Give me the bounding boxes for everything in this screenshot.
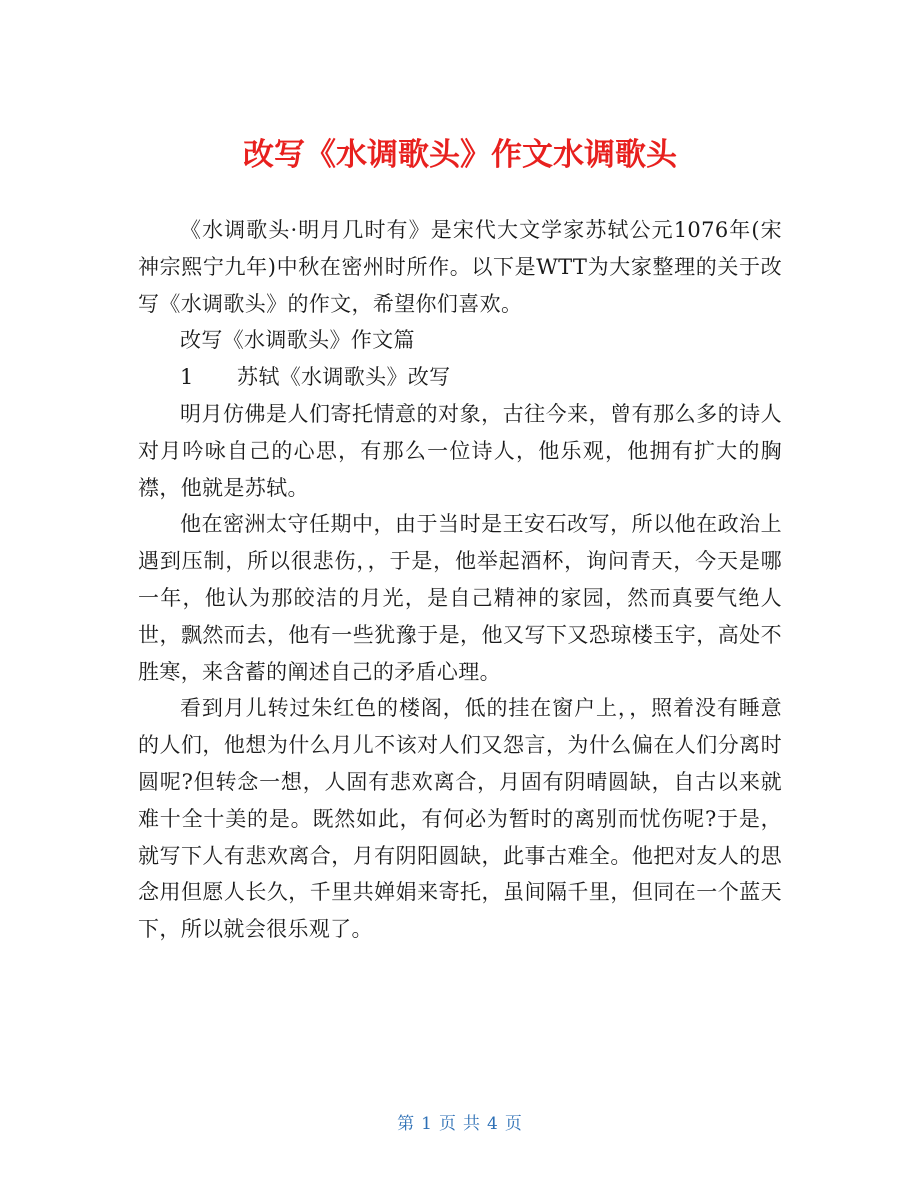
paragraph-official: 他在密洲太守任期中，由于当时是王安石改写，所以他在政治上遇到压制，所以很悲伤，，于是，他举起酒杯，询问青天，今天是哪一年，他认为那皎洁的月光，是自己精神的家园，然而真要气绝人世，飘然而去，他有一些犹豫于是，他又写下又恐琼楼玉宇，高处不胜寒，来含蓄的阐述自己的矛盾心理。 [138,512,782,684]
paragraph-section-heading: 改写《水调歌头》作文篇 [180,328,415,353]
paragraph-reflection: 看到月儿转过朱红色的楼阁，低的挂在窗户上，，照着没有睡意的人们，他想为什么月儿不该对人们又怨言，为什么偏在人们分离时圆呢?但转念一想，人固有悲欢离合，月固有阴晴圆缺，自古以来就难十全十美的是。既然如此，有何必为暂时的离别而忧伤呢?于是，就写下人有悲欢离合，月有阴阳圆缺，此事古难全。他把对友人的思念用但愿人长久，千里共婵娟来寄托，虽间隔千里，但同在一个蓝天下，所以就会很乐观了。 [138,696,782,942]
footer-page-number: 1 [421,1114,433,1134]
numbered-item [138,359,782,396]
item-text: 苏轼《水调歌头》改写 [237,365,451,390]
footer-total-label: 共 [463,1114,481,1134]
paragraph-moon: 明月仿佛是人们寄托情意的对象，古往今来，曾有那么多的诗人对月吟咏自己的心思，有那么一位诗人，他乐观，他拥有扩大的胸襟，他就是苏轼。 [138,401,782,500]
document-title: 改写《水调歌头》作文水调歌头 [243,136,677,173]
paragraph-intro: 《水调歌头·明月几时有》是宋代大文学家苏轼公元1076年(宋神宗熙宁九年)中秋在密州时所作。以下是WTT为大家整理的关于改写《水调歌头》的作文，希望你们喜欢。 [138,218,782,316]
footer-prefix: 第 [397,1114,416,1134]
footer-suffix: 页 [504,1114,523,1134]
page-footer [0,1112,920,1136]
footer-total-pages: 4 [487,1114,499,1134]
item-number: 1 [180,365,194,390]
footer-page-label: 页 [439,1114,457,1134]
document-body [138,212,782,948]
